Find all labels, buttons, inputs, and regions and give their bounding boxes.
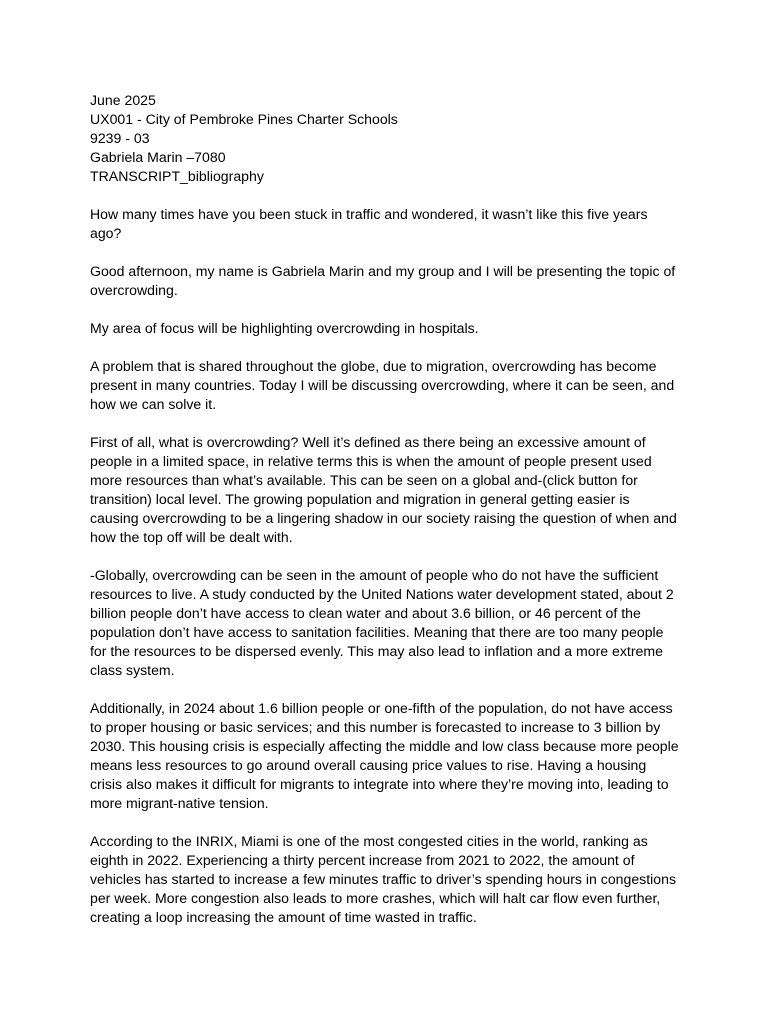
paragraph-miami-traffic: According to the INRIX, Miami is one of the most congested cities in the world, ranking as eighth in 2022. Experiencing a thirty percent increase from 2021 to 2022, the amount of vehicles has started to increase a few minutes traffic to driver’s spending hours in congestions per week. More congestion also leads to more crashes, which will halt car flow even further, creating a loop increasing the amount of time wasted in traffic. <box>90 833 676 925</box>
document-page <box>90 91 680 946</box>
header-date: June 2025 <box>90 92 156 108</box>
document-header <box>90 91 680 186</box>
paragraph-focus: My area of focus will be highlighting overcrowding in hospitals. <box>90 320 479 336</box>
paragraph-global-resources: -Globally, overcrowding can be seen in the amount of people who do not have the sufficient resources to live. A study conducted by the United Nations water development stated, about 2 billion people don’t have access to clean water and about 3.6 billion, or 46 percent of the population don’t have access to sanitation facilities. Meaning that there are too many people for the resources to be dispersed evenly. This may also lead to inflation and a more extreme class system. <box>90 567 674 678</box>
header-student: Gabriela Marin –7080 <box>90 149 226 165</box>
paragraph-introduction: Good afternoon, my name is Gabriela Marin and my group and I will be presenting the topic of overcrowding. <box>90 263 676 298</box>
header-doc-title: TRANSCRIPT_bibliography <box>90 168 264 184</box>
paragraph-definition: First of all, what is overcrowding? Well it’s defined as there being an excessive amount of people in a limited space, in relative terms this is when the amount of people present used more resources than what’s available. This can be seen on a global and-(click button for transition) local level. The growing population and migration in general getting easier is causing overcrowding to be a lingering shadow in our society raising the question of when and how the top off will be dealt with. <box>90 434 677 545</box>
header-course: UX001 - City of Pembroke Pines Charter Schools <box>90 111 398 127</box>
header-code: 9239 - 03 <box>90 130 150 146</box>
paragraph-housing-crisis: Additionally, in 2024 about 1.6 billion people or one-fifth of the population, do not have access to proper housing or basic services; and this number is forecasted to increase to 3 billion by 2030. This housing crisis is especially affecting the middle and low class because more people means less resources to go around overall causing price values to rise. Having a housing crisis also makes it difficult for migrants to integrate into where they’re moving into, leading to more migrant-native tension. <box>90 700 679 811</box>
paragraph-opening-question: How many times have you been stuck in traffic and wondered, it wasn’t like this five years ago? <box>90 206 648 241</box>
paragraph-problem-overview: A problem that is shared throughout the globe, due to migration, overcrowding has become present in many countries. Today I will be discussing overcrowding, where it can be seen, and how we can solve it. <box>90 358 675 412</box>
